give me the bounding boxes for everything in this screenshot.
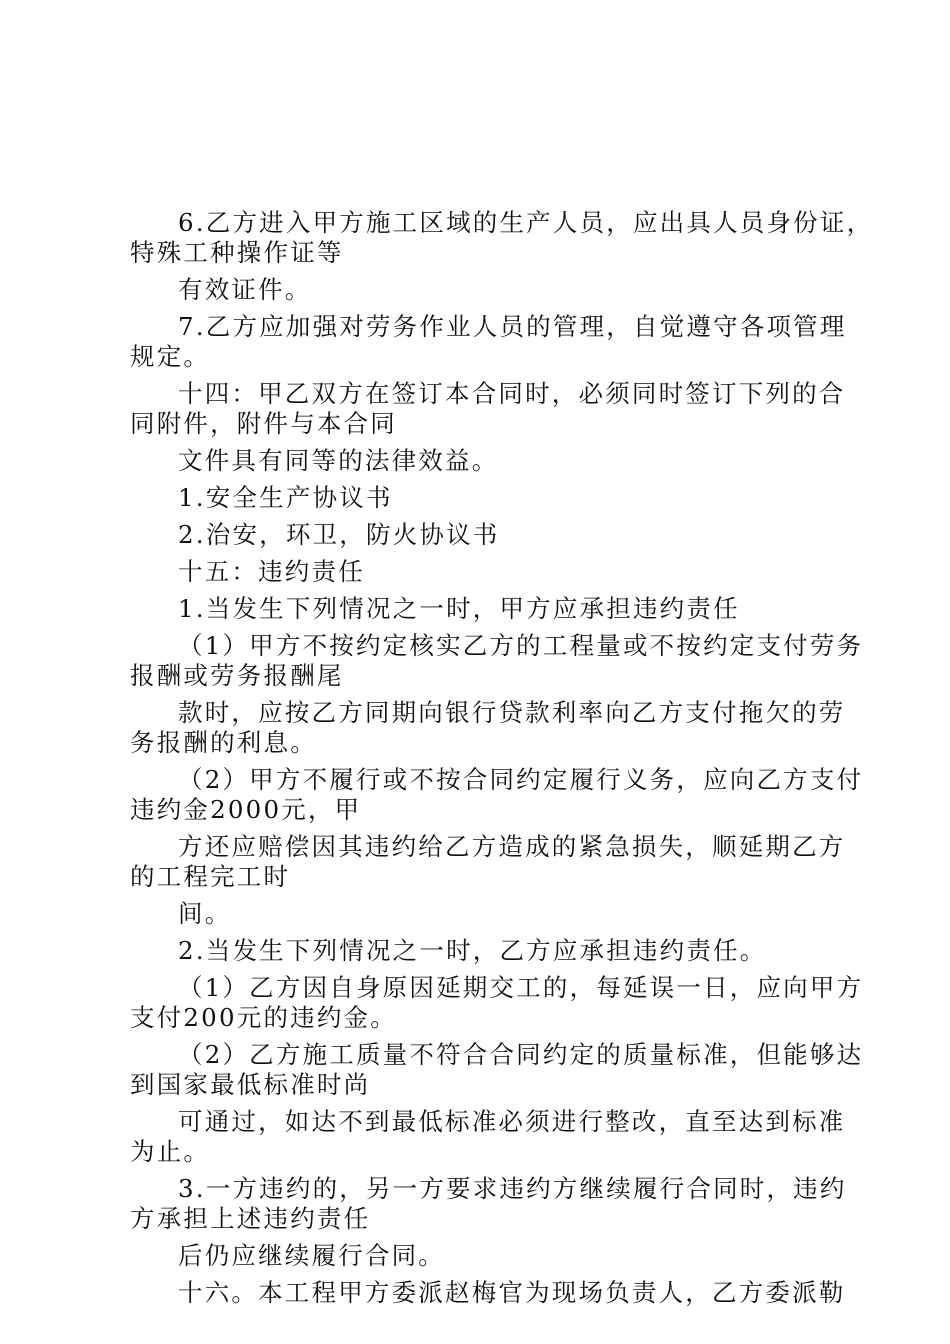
- text-line: （1）乙方因自身原因延期交工的，每延误一日，应向甲方: [178, 973, 864, 1002]
- text-line: 6.乙方进入甲方施工区域的生产人员，应出具人员身份证，: [178, 208, 874, 237]
- text-line: 3.一方违约的，另一方要求违约方继续履行合同时，违约: [178, 1174, 847, 1203]
- text-line: 可通过，如达不到最低标准必须进行整改，直至达到标准: [178, 1107, 846, 1136]
- text-line: 到国家最低标准时尚: [130, 1070, 371, 1099]
- text-line: 十四：甲乙双方在签订本合同时，必须同时签订下列的合: [178, 379, 846, 408]
- text-line: 文件具有同等的法律效益。: [178, 446, 499, 475]
- text-line: 规定。: [130, 342, 211, 371]
- text-line: 的工程完工时: [130, 862, 291, 891]
- text-line: 十五：违约责任: [178, 557, 365, 586]
- text-line: （2）甲方不履行或不按合同约定履行义务，应向乙方支付: [178, 765, 864, 794]
- text-line: 为止。: [130, 1137, 211, 1166]
- text-line: 十六。本工程甲方委派赵梅官为现场负责人，乙方委派勒: [178, 1278, 846, 1307]
- text-line: 方承担上述违约责任: [130, 1204, 371, 1233]
- text-line: 方还应赔偿因其违约给乙方造成的紧急损失，顺延期乙方: [178, 832, 846, 861]
- text-line: 2.治安，环卫，防火协议书: [178, 520, 500, 549]
- text-line: 7.乙方应加强对劳务作业人员的管理，自觉遵守各项管理: [178, 312, 847, 341]
- text-line: 违约金2000元，甲: [130, 795, 362, 824]
- text-line: 1.当发生下列情况之一时，甲方应承担违约责任: [178, 594, 740, 623]
- text-line: 务报酬的利息。: [130, 728, 317, 757]
- contract-text: [130, 208, 874, 1308]
- text-line: 同附件，附件与本合同: [130, 409, 397, 438]
- text-line: 间。: [178, 899, 232, 928]
- text-line: 后仍应继续履行合同。: [178, 1241, 445, 1270]
- text-line: 有效证件。: [178, 275, 312, 304]
- text-line: （2）乙方施工质量不符合合同约定的质量标准，但能够达: [178, 1040, 864, 1069]
- text-line: 2.当发生下列情况之一时，乙方应承担违约责任。: [178, 936, 767, 965]
- text-line: 报酬或劳务报酬尾: [130, 661, 344, 690]
- text-line: 1.安全生产协议书: [178, 483, 393, 512]
- text-line: 特殊工种操作证等: [130, 238, 344, 267]
- text-line: 支付200元的违约金。: [130, 1003, 397, 1032]
- text-line: （1）甲方不按约定核实乙方的工程量或不按约定支付劳务: [178, 631, 864, 660]
- text-line: 款时，应按乙方同期向银行贷款利率向乙方支付拖欠的劳: [178, 698, 846, 727]
